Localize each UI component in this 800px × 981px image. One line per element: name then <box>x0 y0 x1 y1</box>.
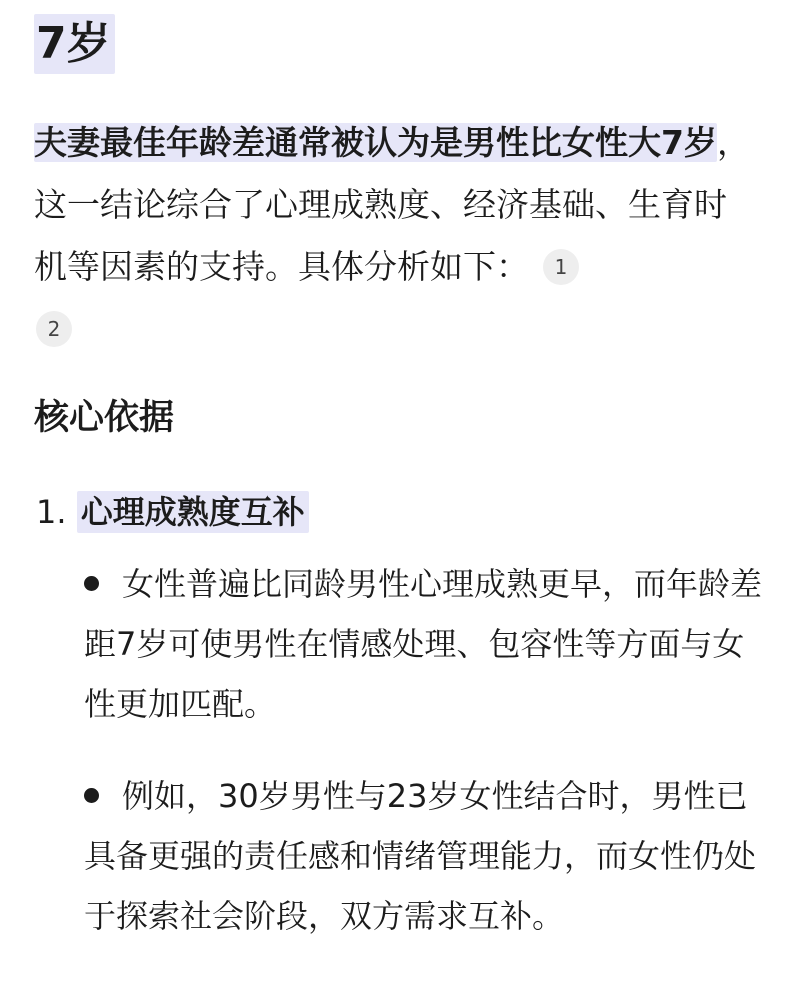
intro-text: ，这一结论综合了心理成熟度、经济基础、生育时机等因素的支持。具体分析如下： <box>34 123 750 286</box>
bullet-list <box>0 554 800 978</box>
list-item-number: 1. <box>36 493 67 531</box>
section-heading: 核心依据 <box>34 398 175 438</box>
bullet-text: 女性普遍比同龄男性心理成熟更早，而年龄差距7岁可使男性在情感处理、包容性等方面与女性更加匹配。 <box>84 565 763 723</box>
citation-badge-2[interactable]: 2 <box>36 311 72 347</box>
bullet-icon <box>84 788 99 803</box>
page-title: 7岁 <box>34 14 115 74</box>
list-item-label: 心理成熟度互补 <box>77 491 309 533</box>
intro-highlight: 夫妻最佳年龄差通常被认为是男性比女性大7岁 <box>34 123 717 162</box>
list-item-heading <box>36 482 309 542</box>
list-item <box>0 766 764 946</box>
bullet-icon <box>84 576 99 591</box>
citation-badge-1[interactable]: 1 <box>543 249 579 285</box>
bullet-text: 例如，30岁男性与23岁女性结合时，男性已具备更强的责任感和情绪管理能力，而女性仍处于探索社会阶段，双方需求互补。 <box>84 777 757 935</box>
intro-paragraph <box>34 112 754 360</box>
list-item <box>0 554 764 734</box>
